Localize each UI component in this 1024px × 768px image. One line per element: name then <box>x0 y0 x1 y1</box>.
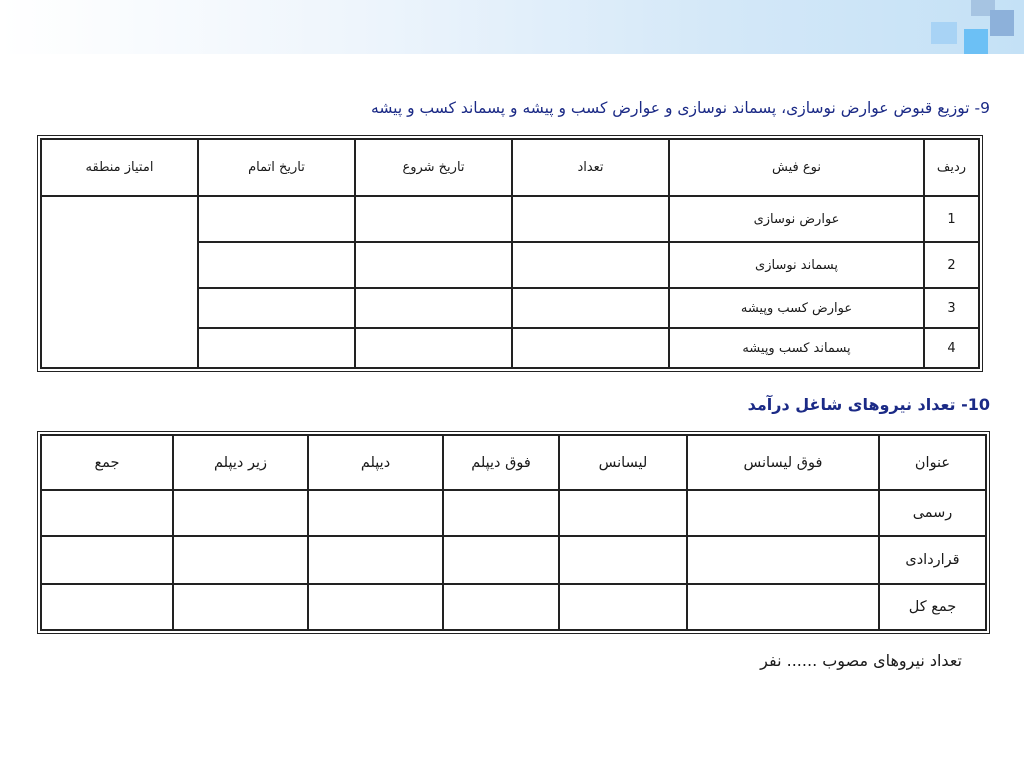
header-start-date: تاریخ شروع <box>355 139 512 196</box>
receipt-type-cell: عوارض نوسازی <box>669 196 924 242</box>
diploma-cell[interactable] <box>308 490 443 536</box>
header-title: عنوان <box>879 435 986 490</box>
start-date-cell[interactable] <box>355 288 512 328</box>
receipts-table <box>37 135 983 372</box>
header-band <box>0 0 1024 54</box>
row-number: 3 <box>924 288 979 328</box>
count-cell[interactable] <box>512 288 669 328</box>
approved-staff-note: تعداد نیروهای مصوب ...... نفر <box>760 651 962 670</box>
bachelors-cell[interactable] <box>559 584 687 630</box>
start-date-cell[interactable] <box>355 328 512 368</box>
row-number: 2 <box>924 242 979 288</box>
table-row <box>41 196 979 242</box>
row-number: 1 <box>924 196 979 242</box>
header-end-date: تاریخ اتمام <box>198 139 355 196</box>
start-date-cell[interactable] <box>355 242 512 288</box>
staff-table <box>37 431 990 634</box>
decorative-square <box>990 10 1014 36</box>
total-cell[interactable] <box>41 584 173 630</box>
decorative-square <box>931 22 957 44</box>
header-region-score: امتیاز منطقه <box>41 139 198 196</box>
masters-cell[interactable] <box>687 490 879 536</box>
table-row <box>41 536 986 584</box>
below-diploma-cell[interactable] <box>173 536 308 584</box>
header-count: تعداد <box>512 139 669 196</box>
end-date-cell[interactable] <box>198 242 355 288</box>
diploma-cell[interactable] <box>308 584 443 630</box>
masters-cell[interactable] <box>687 584 879 630</box>
table-header-row <box>41 435 986 490</box>
total-cell[interactable] <box>41 536 173 584</box>
row-number: 4 <box>924 328 979 368</box>
section-10-title: 10- تعداد نیروهای شاغل درآمد <box>747 395 990 414</box>
row-label: قراردادی <box>879 536 986 584</box>
receipt-type-cell: پسماند نوسازی <box>669 242 924 288</box>
diploma-cell[interactable] <box>308 536 443 584</box>
header-associate: فوق دیپلم <box>443 435 559 490</box>
header-masters: فوق لیسانس <box>687 435 879 490</box>
header-row-number: ردیف <box>924 139 979 196</box>
row-label: رسمی <box>879 490 986 536</box>
header-bachelors: لیسانس <box>559 435 687 490</box>
header-receipt-type: نوع فیش <box>669 139 924 196</box>
header-below-diploma: زیر دیپلم <box>173 435 308 490</box>
decorative-square <box>964 29 988 54</box>
row-label: جمع کل <box>879 584 986 630</box>
count-cell[interactable] <box>512 242 669 288</box>
receipt-type-cell: پسماند کسب وپیشه <box>669 328 924 368</box>
section-9-title: 9- توزیع قبوض عوارض نوسازی، پسماند نوسازی و عوارض کسب و پیشه و پسماند کسب و پیشه <box>371 99 990 117</box>
end-date-cell[interactable] <box>198 288 355 328</box>
associate-cell[interactable] <box>443 490 559 536</box>
total-cell[interactable] <box>41 490 173 536</box>
count-cell[interactable] <box>512 328 669 368</box>
masters-cell[interactable] <box>687 536 879 584</box>
count-cell[interactable] <box>512 196 669 242</box>
table-header-row <box>41 139 979 196</box>
below-diploma-cell[interactable] <box>173 490 308 536</box>
region-score-cell[interactable] <box>41 196 198 368</box>
below-diploma-cell[interactable] <box>173 584 308 630</box>
end-date-cell[interactable] <box>198 328 355 368</box>
bachelors-cell[interactable] <box>559 536 687 584</box>
header-total: جمع <box>41 435 173 490</box>
associate-cell[interactable] <box>443 584 559 630</box>
associate-cell[interactable] <box>443 536 559 584</box>
table-row <box>41 584 986 630</box>
header-diploma: دیپلم <box>308 435 443 490</box>
bachelors-cell[interactable] <box>559 490 687 536</box>
table-row <box>41 490 986 536</box>
end-date-cell[interactable] <box>198 196 355 242</box>
receipt-type-cell: عوارض کسب وپیشه <box>669 288 924 328</box>
start-date-cell[interactable] <box>355 196 512 242</box>
